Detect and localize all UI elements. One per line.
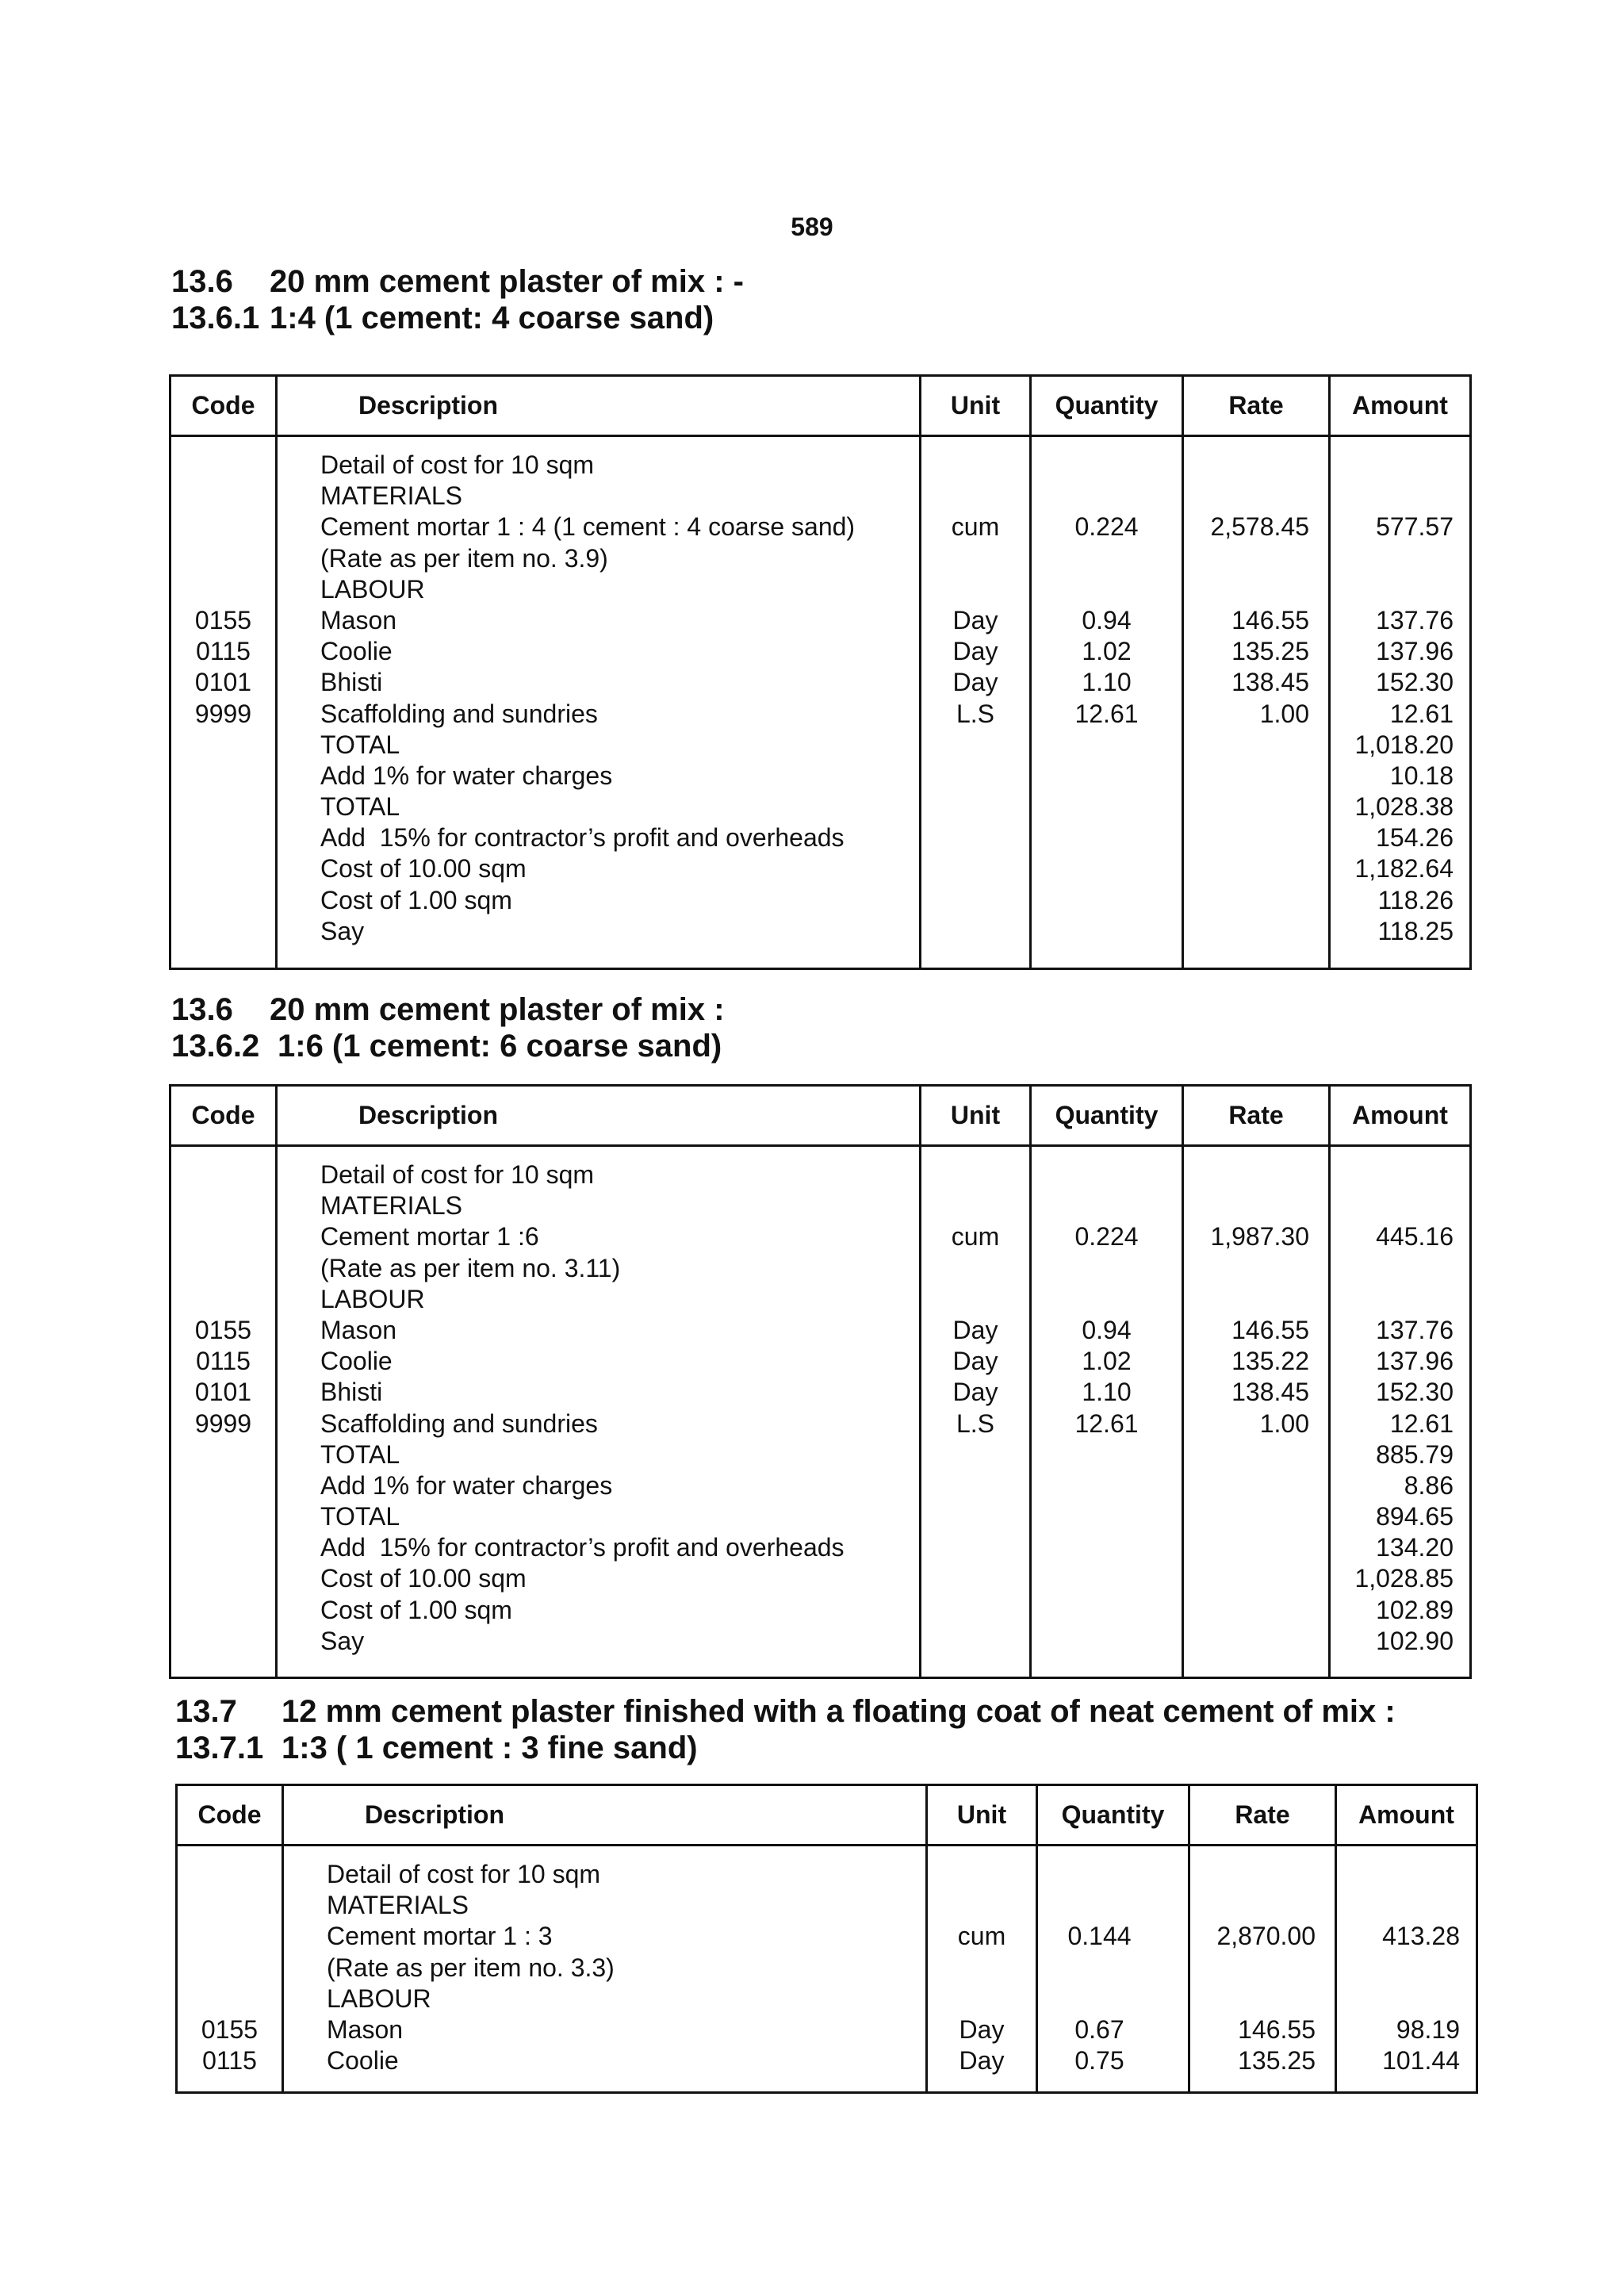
cell-qty xyxy=(1032,1470,1182,1501)
cell-qty: 12.61 xyxy=(1074,1409,1139,1438)
cell-rate xyxy=(1184,1253,1309,1284)
cell-unit xyxy=(921,730,1029,761)
cell-desc: MATERIALS xyxy=(320,481,462,511)
cell-code xyxy=(171,1595,275,1626)
cell-unit: Day xyxy=(959,2046,1005,2076)
cell-code xyxy=(171,916,275,947)
cell-desc: Cost of 1.00 sqm xyxy=(320,1595,512,1624)
header-amount: Amount xyxy=(1352,1101,1448,1129)
cell-qty xyxy=(1032,916,1182,947)
cell-qty: 1.10 xyxy=(1082,668,1132,697)
cell-desc: Add 1% for water charges xyxy=(320,1470,613,1500)
cell-amount: 137.76 xyxy=(1376,1315,1454,1344)
cell-qty xyxy=(1032,885,1182,916)
header-amount: Amount xyxy=(1352,391,1448,420)
cell-rate: 135.22 xyxy=(1231,1347,1309,1376)
cell-amount: 1,018.20 xyxy=(1354,730,1454,759)
quantity-column xyxy=(1032,1159,1182,1657)
cell-code: 0115 xyxy=(196,637,251,666)
cell-qty: 0.75 xyxy=(1074,2046,1124,2076)
cell-amount: 152.30 xyxy=(1376,1378,1454,1407)
cell-rate xyxy=(1190,1984,1316,2014)
cell-unit xyxy=(928,1859,1036,1890)
cell-qty xyxy=(1032,1501,1182,1532)
cell-unit xyxy=(921,1190,1029,1221)
cell-unit xyxy=(921,916,1029,947)
table-body xyxy=(171,437,1469,968)
cell-qty: 1.02 xyxy=(1082,1347,1132,1376)
header-unit: Unit xyxy=(950,391,1001,420)
subsection-heading xyxy=(171,300,714,336)
cell-amount: 134.20 xyxy=(1376,1533,1454,1562)
cell-amount: 10.18 xyxy=(1389,761,1454,790)
cell-amount xyxy=(1331,574,1454,605)
cell-code: 0155 xyxy=(194,1315,252,1344)
cost-table xyxy=(169,374,1472,970)
subsection-heading xyxy=(175,1730,698,1766)
cell-unit xyxy=(921,1563,1029,1594)
header-rate: Rate xyxy=(1228,1101,1284,1129)
cell-qty: 0.224 xyxy=(1074,1222,1139,1251)
cell-desc: (Rate as per item no. 3.3) xyxy=(327,1953,615,1982)
subsection-title: 1:3 ( 1 cement : 3 fine sand) xyxy=(282,1731,698,1765)
cell-qty xyxy=(1032,1159,1182,1190)
cell-unit xyxy=(921,1470,1029,1501)
cell-amount xyxy=(1331,1190,1454,1221)
cell-rate xyxy=(1184,1284,1309,1315)
cell-desc: (Rate as per item no. 3.9) xyxy=(320,543,608,573)
cell-code xyxy=(171,543,275,574)
cell-qty: 0.94 xyxy=(1082,605,1132,634)
cell-rate xyxy=(1184,1159,1309,1190)
cell-unit xyxy=(921,853,1029,884)
cell-amount: 118.26 xyxy=(1377,885,1454,914)
cell-desc: Bhisti xyxy=(320,668,383,697)
cell-desc: MATERIALS xyxy=(320,1191,462,1221)
cell-desc: Detail of cost for 10 sqm xyxy=(327,1860,601,1888)
table-header xyxy=(171,377,1469,437)
cell-rate: 2,578.45 xyxy=(1210,512,1309,542)
cell-code xyxy=(178,1890,282,1921)
code-column xyxy=(171,1159,275,1657)
cell-rate: 2,870.00 xyxy=(1216,1922,1316,1951)
cell-unit xyxy=(928,1890,1036,1921)
cell-code xyxy=(171,730,275,761)
cell-amount: 8.86 xyxy=(1404,1470,1454,1500)
description-column xyxy=(320,1159,907,1657)
cell-amount: 137.76 xyxy=(1376,605,1454,634)
subsection-title: 1:4 (1 cement: 4 coarse sand) xyxy=(270,301,714,335)
cell-rate: 146.55 xyxy=(1238,2014,1316,2044)
cell-unit: Day xyxy=(952,637,998,666)
cell-desc: Detail of cost for 10 sqm xyxy=(320,450,595,479)
cell-desc: Cement mortar 1 :6 xyxy=(320,1222,539,1251)
header-rate: Rate xyxy=(1228,391,1284,420)
cell-amount: 154.26 xyxy=(1376,823,1454,853)
cell-code xyxy=(171,1190,275,1221)
cell-unit: Day xyxy=(952,668,998,697)
cell-desc: Say xyxy=(320,1626,365,1655)
section-title: 20 mm cement plaster of mix : - xyxy=(270,264,744,299)
cell-amount: 1,028.85 xyxy=(1354,1564,1454,1593)
quantity-column xyxy=(1038,1859,1161,2076)
subsection-number: 13.6.2 xyxy=(171,1029,260,1064)
header-rate: Rate xyxy=(1235,1800,1290,1829)
cell-unit: Day xyxy=(952,1378,998,1407)
cell-code xyxy=(171,1221,275,1252)
cell-amount: 137.96 xyxy=(1376,637,1454,666)
cell-rate xyxy=(1184,853,1309,884)
cell-code: 9999 xyxy=(194,1409,252,1438)
cell-qty: 0.224 xyxy=(1074,512,1139,542)
cell-code xyxy=(171,574,275,605)
subsection-title: 1:6 (1 cement: 6 coarse sand) xyxy=(278,1029,722,1064)
cell-desc: Cost of 10.00 sqm xyxy=(320,1564,527,1593)
cell-desc: LABOUR xyxy=(320,574,425,604)
description-column xyxy=(320,450,907,947)
cell-desc: Cement mortar 1 : 3 xyxy=(327,1922,553,1951)
cell-qty xyxy=(1032,1532,1182,1563)
cell-qty xyxy=(1032,1284,1182,1315)
cell-desc: Bhisti xyxy=(320,1378,383,1407)
cell-rate xyxy=(1184,1532,1309,1563)
cell-code: 0101 xyxy=(194,668,252,697)
cell-qty xyxy=(1032,481,1182,512)
cell-amount xyxy=(1331,1284,1454,1315)
cell-qty xyxy=(1032,574,1182,605)
header-quantity: Quantity xyxy=(1055,391,1159,420)
cell-desc: TOTAL xyxy=(320,1502,400,1531)
cell-rate xyxy=(1190,1953,1316,1984)
cell-amount xyxy=(1331,1253,1454,1284)
page-number: 589 xyxy=(791,213,833,241)
header-description: Description xyxy=(358,1101,499,1129)
header-quantity: Quantity xyxy=(1055,1101,1159,1129)
cell-unit: Day xyxy=(952,1315,998,1344)
cell-code xyxy=(171,853,275,884)
cell-code: 0115 xyxy=(196,1347,251,1376)
cell-rate: 135.25 xyxy=(1231,637,1309,666)
cell-qty xyxy=(1032,1190,1182,1221)
cell-rate xyxy=(1184,1470,1309,1501)
cell-desc: Add 15% for contractor’s profit and overheads xyxy=(320,823,845,853)
cell-amount xyxy=(1331,543,1454,574)
cell-amount: 413.28 xyxy=(1382,1922,1460,1951)
cell-unit xyxy=(921,1501,1029,1532)
cell-rate: 1,987.30 xyxy=(1210,1222,1309,1251)
cell-code xyxy=(171,481,275,512)
cell-code: 0155 xyxy=(201,2014,259,2044)
cell-code xyxy=(178,1984,282,2014)
cell-desc: MATERIALS xyxy=(327,1891,469,1920)
cell-unit xyxy=(921,1253,1029,1284)
cell-unit: Day xyxy=(959,2014,1005,2044)
cell-desc: Scaffolding and sundries xyxy=(320,699,598,728)
cell-unit xyxy=(921,450,1029,481)
amount-column xyxy=(1337,1859,1460,2076)
cell-code xyxy=(171,822,275,853)
cell-rate xyxy=(1184,450,1309,481)
cell-code xyxy=(171,1284,275,1315)
cell-code xyxy=(171,1563,275,1594)
cell-unit xyxy=(921,574,1029,605)
cell-code xyxy=(171,1439,275,1470)
cell-rate xyxy=(1184,1626,1309,1657)
cell-qty xyxy=(1038,1890,1161,1921)
cell-unit xyxy=(921,792,1029,822)
cell-qty xyxy=(1038,1984,1161,2014)
cell-code xyxy=(178,1859,282,1890)
cell-qty xyxy=(1032,822,1182,853)
cell-desc: Cost of 10.00 sqm xyxy=(320,854,527,884)
header-amount: Amount xyxy=(1358,1800,1454,1829)
cell-rate xyxy=(1184,792,1309,822)
cell-desc: LABOUR xyxy=(320,1284,425,1313)
cell-rate: 146.55 xyxy=(1231,605,1309,634)
cell-desc: Coolie xyxy=(320,637,393,666)
cell-rate xyxy=(1184,574,1309,605)
cell-desc: Scaffolding and sundries xyxy=(320,1409,598,1438)
cell-code: 0155 xyxy=(194,605,252,634)
section-number: 13.6 xyxy=(171,992,233,1027)
cell-desc: Cement mortar 1 : 4 (1 cement : 4 coarse sand) xyxy=(320,512,856,542)
cell-desc: TOTAL xyxy=(320,730,400,759)
header-code: Code xyxy=(197,1800,262,1829)
cell-qty: 1.10 xyxy=(1082,1378,1132,1407)
header-unit: Unit xyxy=(950,1101,1001,1129)
cell-qty xyxy=(1032,1563,1182,1594)
cell-qty xyxy=(1038,1953,1161,1984)
section-heading xyxy=(175,1693,1396,1730)
cell-amount: 98.19 xyxy=(1396,2014,1460,2044)
section-number: 13.7 xyxy=(175,1694,237,1729)
amount-column xyxy=(1331,450,1454,947)
cell-code xyxy=(178,1921,282,1952)
table-header xyxy=(171,1087,1469,1147)
cell-qty xyxy=(1032,1253,1182,1284)
cell-amount: 102.90 xyxy=(1376,1626,1454,1655)
section-title: 20 mm cement plaster of mix : xyxy=(270,992,725,1027)
cell-code xyxy=(178,1953,282,1984)
cell-unit: Day xyxy=(952,605,998,634)
cell-unit xyxy=(921,761,1029,792)
cell-rate xyxy=(1184,885,1309,916)
cell-qty xyxy=(1032,450,1182,481)
cell-unit xyxy=(921,1439,1029,1470)
cost-table xyxy=(175,1784,1478,2094)
cell-rate xyxy=(1184,1563,1309,1594)
cell-amount: 894.65 xyxy=(1376,1502,1454,1531)
cell-rate xyxy=(1184,1595,1309,1626)
cell-code: 0101 xyxy=(194,1378,252,1407)
quantity-column xyxy=(1032,450,1182,947)
cell-unit: L.S xyxy=(956,1409,995,1438)
cell-amount: 118.25 xyxy=(1377,916,1454,945)
description-column xyxy=(327,1859,914,2076)
cell-amount xyxy=(1337,1953,1460,1984)
cell-desc: Coolie xyxy=(327,2046,399,2076)
unit-column xyxy=(921,450,1029,947)
cell-qty: 0.144 xyxy=(1067,1922,1132,1951)
cell-rate xyxy=(1184,481,1309,512)
code-column xyxy=(171,450,275,947)
cell-code xyxy=(171,1532,275,1563)
cell-desc: Mason xyxy=(327,2014,404,2044)
cell-rate xyxy=(1184,730,1309,761)
cell-desc: Say xyxy=(320,916,365,945)
cell-code xyxy=(171,761,275,792)
table-body xyxy=(171,1147,1469,1677)
cell-desc: Cost of 1.00 sqm xyxy=(320,885,512,914)
cell-desc: Coolie xyxy=(320,1347,393,1376)
cell-unit xyxy=(928,1984,1036,2014)
cell-unit xyxy=(921,1595,1029,1626)
cell-unit xyxy=(921,885,1029,916)
header-description: Description xyxy=(364,1800,505,1829)
cell-code xyxy=(171,512,275,542)
rate-column xyxy=(1190,1859,1316,2076)
cell-amount xyxy=(1337,1859,1460,1890)
cell-rate: 138.45 xyxy=(1231,668,1309,697)
cell-amount: 1,028.38 xyxy=(1354,792,1454,822)
cell-amount: 885.79 xyxy=(1376,1439,1454,1469)
cell-unit xyxy=(921,481,1029,512)
code-column xyxy=(178,1859,282,2076)
cell-desc: (Rate as per item no. 3.11) xyxy=(320,1253,621,1282)
unit-column xyxy=(921,1159,1029,1657)
cell-unit: cum xyxy=(957,1922,1006,1951)
cell-qty xyxy=(1032,792,1182,822)
section-number: 13.6 xyxy=(171,264,233,299)
cell-rate: 1.00 xyxy=(1259,1409,1309,1438)
cell-amount: 445.16 xyxy=(1376,1222,1454,1251)
header-description: Description xyxy=(358,391,499,420)
cell-unit: L.S xyxy=(956,699,995,728)
subsection-number: 13.6.1 xyxy=(171,301,260,335)
cell-qty xyxy=(1032,730,1182,761)
cell-code xyxy=(171,1159,275,1190)
cell-rate: 138.45 xyxy=(1231,1378,1309,1407)
cell-unit: cum xyxy=(951,1222,1000,1251)
cell-code xyxy=(171,885,275,916)
cell-desc: Add 15% for contractor’s profit and overheads xyxy=(320,1533,845,1562)
rate-column xyxy=(1184,450,1309,947)
cell-code xyxy=(171,1470,275,1501)
cell-code xyxy=(171,1626,275,1657)
cell-amount: 101.44 xyxy=(1382,2046,1460,2076)
rate-column xyxy=(1184,1159,1309,1657)
section-heading xyxy=(171,263,744,300)
cell-qty xyxy=(1032,1439,1182,1470)
section-heading xyxy=(171,991,725,1028)
cell-unit xyxy=(921,1626,1029,1657)
cell-rate xyxy=(1190,1859,1316,1890)
cell-qty xyxy=(1032,761,1182,792)
cell-rate: 1.00 xyxy=(1259,699,1309,728)
cell-rate: 135.25 xyxy=(1238,2046,1316,2076)
cell-qty: 12.61 xyxy=(1074,699,1139,728)
cell-amount: 152.30 xyxy=(1376,668,1454,697)
cell-unit: Day xyxy=(952,1347,998,1376)
header-code: Code xyxy=(191,391,255,420)
cell-rate xyxy=(1184,543,1309,574)
cell-code xyxy=(171,792,275,822)
cell-qty xyxy=(1032,1595,1182,1626)
subsection-number: 13.7.1 xyxy=(175,1731,264,1765)
cell-amount: 12.61 xyxy=(1389,1409,1454,1438)
cell-code: 9999 xyxy=(194,699,252,728)
cell-unit xyxy=(928,1953,1036,1984)
cell-code: 0115 xyxy=(202,2046,257,2076)
section-title: 12 mm cement plaster finished with a floating coat of neat cement of mix : xyxy=(282,1694,1396,1729)
cell-unit xyxy=(921,1159,1029,1190)
cell-unit xyxy=(921,1532,1029,1563)
cell-amount: 137.96 xyxy=(1376,1347,1454,1376)
header-code: Code xyxy=(191,1101,255,1129)
cell-rate xyxy=(1184,761,1309,792)
table-header xyxy=(178,1786,1476,1846)
cell-unit: cum xyxy=(951,512,1000,542)
cell-qty xyxy=(1032,543,1182,574)
cell-rate xyxy=(1184,1501,1309,1532)
cell-rate: 146.55 xyxy=(1231,1315,1309,1344)
cell-amount: 102.89 xyxy=(1376,1595,1454,1624)
cell-desc: Mason xyxy=(320,1315,397,1344)
cell-desc: Detail of cost for 10 sqm xyxy=(320,1160,595,1189)
cell-amount: 1,182.64 xyxy=(1354,854,1454,884)
cell-unit xyxy=(921,543,1029,574)
cell-rate xyxy=(1184,916,1309,947)
cell-desc: Add 1% for water charges xyxy=(320,761,613,790)
cell-amount xyxy=(1337,1984,1460,2014)
cell-rate xyxy=(1190,1890,1316,1921)
cell-amount: 577.57 xyxy=(1376,512,1454,542)
cell-qty xyxy=(1032,1626,1182,1657)
cell-desc: LABOUR xyxy=(327,1984,431,2013)
amount-column xyxy=(1331,1159,1454,1657)
header-quantity: Quantity xyxy=(1061,1800,1165,1829)
cell-code xyxy=(171,1501,275,1532)
cell-amount: 12.61 xyxy=(1389,699,1454,728)
cost-table xyxy=(169,1084,1472,1679)
cell-qty: 1.02 xyxy=(1082,637,1132,666)
cell-rate xyxy=(1184,1190,1309,1221)
cell-qty xyxy=(1038,1859,1161,1890)
cell-qty: 0.67 xyxy=(1074,2014,1124,2044)
cell-amount xyxy=(1331,450,1454,481)
table-body xyxy=(178,1846,1476,2091)
cell-amount xyxy=(1331,481,1454,512)
cell-unit xyxy=(921,822,1029,853)
cell-amount xyxy=(1337,1890,1460,1921)
cell-code xyxy=(171,450,275,481)
unit-column xyxy=(928,1859,1036,2076)
cell-rate xyxy=(1184,1439,1309,1470)
cell-qty: 0.94 xyxy=(1082,1315,1132,1344)
cell-code xyxy=(171,1253,275,1284)
header-unit: Unit xyxy=(956,1800,1007,1829)
cell-desc: Mason xyxy=(320,605,397,634)
cell-desc: TOTAL xyxy=(320,1439,400,1469)
cell-unit xyxy=(921,1284,1029,1315)
cell-rate xyxy=(1184,822,1309,853)
subsection-heading xyxy=(171,1028,722,1064)
cell-qty xyxy=(1032,853,1182,884)
cell-amount xyxy=(1331,1159,1454,1190)
cell-desc: TOTAL xyxy=(320,792,400,822)
